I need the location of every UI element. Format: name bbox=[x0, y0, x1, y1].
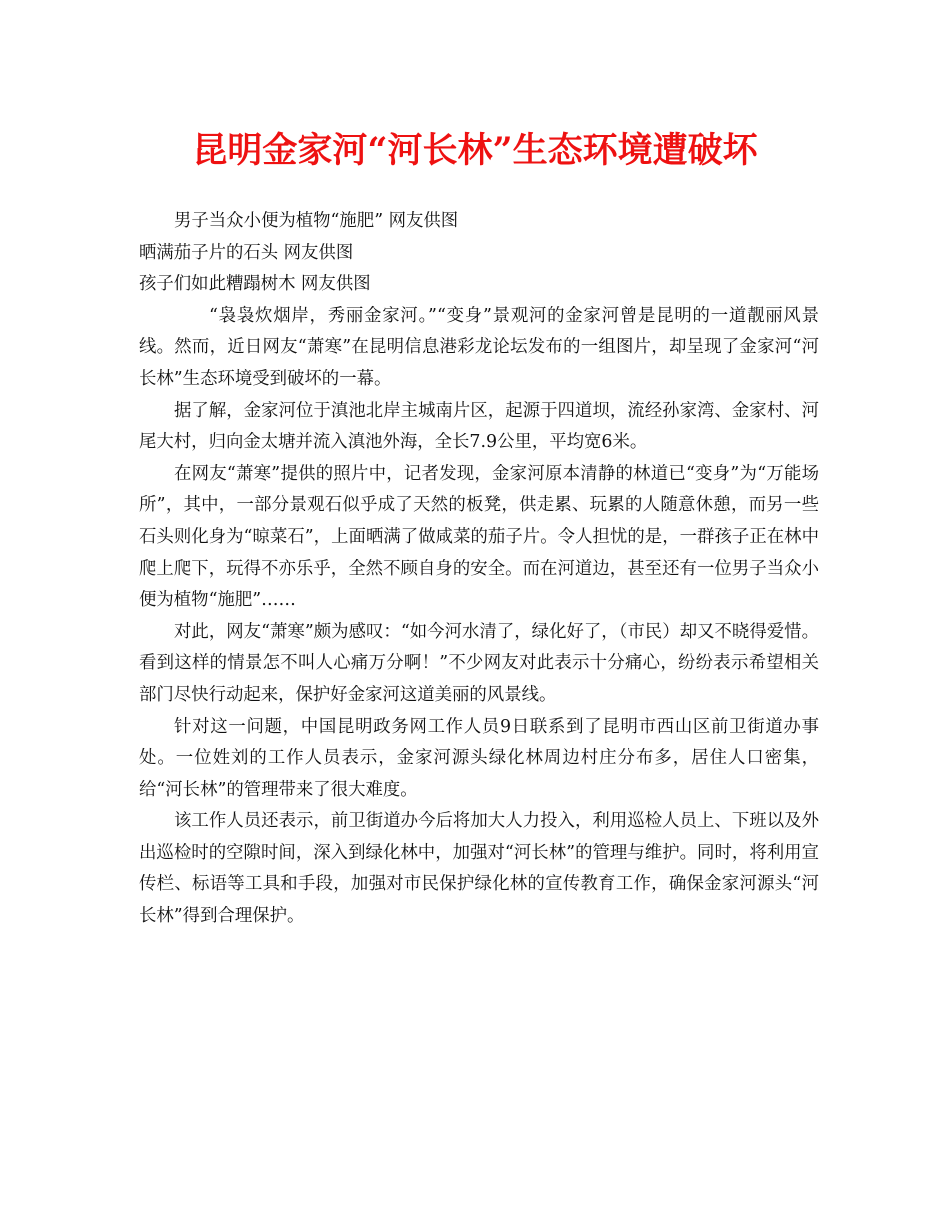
article-paragraph: 在网友“萧寒”提供的照片中，记者发现，金家河原本清静的林道已“变身”为“万能场所”，其中，一部分景观石似乎成了天然的板凳，供走累、玩累的人随意休憩，而另一些石头则化身为“晾菜石”，上面晒满了做咸菜的茄子片。令人担忧的是，一群孩子正在林中爬上爬下，玩得不亦乐乎，全然不顾自身的安全。而在河道边，甚至还有一位男子当众小便为植物“施肥”…… bbox=[139, 463, 819, 611]
photo-caption: 孩子们如此糟蹋树木 网友供图 bbox=[139, 274, 371, 295]
article-paragraph: “袅袅炊烟岸，秀丽金家河。”“变身”景观河的金家河曾是昆明的一道靓丽风景线。然而，近日网友“萧寒”在昆明信息港彩龙论坛发布的一组图片，却呈现了金家河“河长林”生态环境受到破坏的一幕。 bbox=[139, 305, 819, 389]
photo-caption: 男子当众小便为植物“施肥” 网友供图 bbox=[174, 211, 459, 231]
article-title: 昆明金家河“河长林”生态环境遭破坏 bbox=[192, 130, 758, 171]
article-body bbox=[139, 206, 819, 933]
article-paragraph: 针对这一问题，中国昆明政务网工作人员9日联系到了昆明市西山区前卫街道办事处。一位姓刘的工作人员表示，金家河源头绿化林周边村庄分布多，居住人口密集，给“河长林”的管理带来了很大难度。 bbox=[139, 716, 819, 800]
photo-caption: 晒满茄子片的石头 网友供图 bbox=[139, 242, 354, 263]
article-paragraph: 据了解，金家河位于滇池北岸主城南片区，起源于四道坝，流经孙家湾、金家村、河尾大村，归向金太塘并流入滇池外海，全长7.9公里，平均宽6米。 bbox=[139, 400, 819, 453]
article-paragraph: 该工作人员还表示，前卫街道办今后将加大人力投入，利用巡检人员上、下班以及外出巡检时的空隙时间，深入到绿化林中，加强对“河长林”的管理与维护。同时，将利用宣传栏、标语等工具和手段，加强对市民保护绿化林的宣传教育工作，确保金家河源头“河长林”得到合理保护。 bbox=[139, 811, 819, 927]
article-paragraph: 对此，网友“萧寒”颇为感叹：“如今河水清了，绿化好了，（市民）却又不晓得爱惜。看到这样的情景怎不叫人心痛万分啊！”不少网友对此表示十分痛心，纷纷表示希望相关部门尽快行动起来，保护好金家河这道美丽的风景线。 bbox=[139, 621, 819, 705]
